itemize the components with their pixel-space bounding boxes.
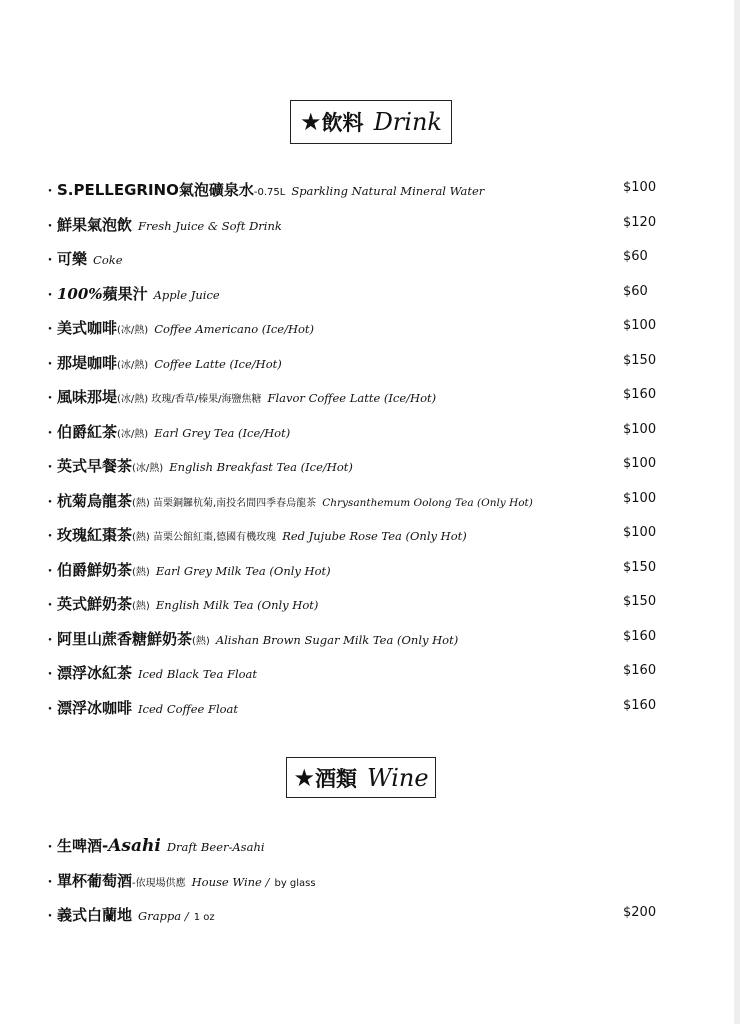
item-price: $200	[623, 905, 657, 920]
item-name-en: Draft Beer-Asahi	[166, 840, 265, 854]
menu-item	[43, 835, 663, 859]
menu-item	[43, 662, 663, 686]
bullet: ・	[43, 529, 57, 545]
item-name-zh: 阿里山蔗香糖鮮奶茶	[57, 630, 193, 648]
star-icon: ★	[300, 108, 322, 136]
item-name-en: House Wine /	[191, 875, 270, 889]
item-serving: by glass	[274, 878, 316, 889]
bullet: ・	[43, 322, 57, 338]
bullet: ・	[43, 357, 57, 373]
item-price: $160	[623, 698, 657, 713]
item-note: (冰/熱)	[132, 463, 164, 474]
item-name-en: English Breakfast Tea (Ice/Hot)	[169, 460, 353, 474]
menu-item	[43, 593, 663, 617]
item-name-zh: 生啤酒-	[57, 837, 109, 855]
item-note: (冰/熱) 玫瑰/香草/榛果/海鹽焦糖	[117, 394, 262, 405]
bullet: ・	[43, 598, 57, 614]
bullet: ・	[43, 875, 57, 891]
menu-item	[43, 352, 663, 376]
item-note: (冰/熱)	[117, 429, 149, 440]
menu-item	[43, 628, 663, 652]
item-name-en: English Milk Tea (Only Hot)	[155, 598, 319, 612]
wine-section-title	[286, 757, 436, 798]
item-name-zh: 單杯葡萄酒	[57, 872, 133, 890]
bullet: ・	[43, 219, 57, 235]
menu-item	[43, 904, 663, 928]
menu-item	[43, 386, 663, 410]
bullet: ・	[43, 253, 57, 269]
item-note: (熱) 苗栗銅鑼杭菊,南投名間四季春烏龍茶	[132, 498, 317, 509]
item-name-zh: 玫瑰紅棗茶	[57, 526, 133, 544]
item-name-prefix: 100%	[57, 285, 103, 303]
item-name-zh: 可樂	[57, 250, 88, 268]
item-price: $160	[623, 629, 657, 644]
item-price: $100	[623, 525, 657, 540]
bullet: ・	[43, 288, 57, 304]
item-note: (冰/熱)	[117, 360, 149, 371]
star-icon: ★	[293, 763, 315, 792]
item-price: $160	[623, 663, 657, 678]
item-price: $100	[623, 180, 657, 195]
bullet: ・	[43, 495, 57, 511]
menu-item	[43, 248, 663, 272]
item-price: $100	[623, 456, 657, 471]
menu-item	[43, 455, 663, 479]
item-brand: Asahi	[108, 836, 161, 856]
item-name-zh: 美式咖啡	[57, 319, 118, 337]
page-edge	[734, 0, 740, 1024]
item-name-en: Sparkling Natural Mineral Water	[291, 184, 485, 198]
menu-item	[43, 870, 663, 894]
item-price: $150	[623, 594, 657, 609]
drink-section-title	[290, 100, 452, 144]
item-name-en: Alishan Brown Sugar Milk Tea (Only Hot)	[215, 633, 459, 647]
menu-item	[43, 421, 663, 445]
menu-item	[43, 179, 663, 203]
bullet: ・	[43, 633, 57, 649]
bullet: ・	[43, 391, 57, 407]
item-name-en: Grappa /	[138, 909, 189, 923]
item-name-en: Earl Grey Tea (Ice/Hot)	[154, 426, 291, 440]
item-name-zh: 漂浮冰紅茶	[57, 664, 133, 682]
item-price: $100	[623, 491, 657, 506]
bullet: ・	[43, 667, 57, 683]
wine-title-en: Wine	[366, 763, 429, 792]
item-price: $120	[623, 215, 657, 230]
item-note: -0.75L	[253, 187, 286, 198]
item-name-en: Coke	[93, 253, 123, 267]
item-name-en: Iced Black Tea Float	[138, 667, 258, 681]
item-name-zh: 英式早餐茶	[57, 457, 133, 475]
item-note: (熱)	[132, 567, 150, 578]
item-serving: 1 oz	[193, 912, 215, 923]
item-name-zh: 杭菊烏龍茶	[57, 492, 133, 510]
item-price: $100	[623, 318, 657, 333]
item-price: $100	[623, 422, 657, 437]
item-note: (熱) 苗栗公館紅棗,德國有機玫瑰	[132, 532, 277, 543]
item-name-zh: 鮮果氣泡飲	[57, 216, 133, 234]
drink-title-en: Drink	[373, 108, 442, 136]
item-name-zh: 漂浮冰咖啡	[57, 699, 133, 717]
drink-title-zh: 飲料	[321, 111, 364, 135]
item-price: $60	[623, 249, 648, 264]
item-name-en: Red Jujube Rose Tea (Only Hot)	[282, 529, 467, 543]
item-price: $160	[623, 387, 657, 402]
menu-item	[43, 524, 663, 548]
item-name-en: Apple Juice	[153, 288, 220, 302]
item-name-zh: 伯爵鮮奶茶	[57, 561, 133, 579]
bullet: ・	[43, 909, 57, 925]
menu-item	[43, 697, 663, 721]
item-name-en: Iced Coffee Float	[138, 702, 239, 716]
item-name-en: Coffee Latte (Ice/Hot)	[154, 357, 282, 371]
item-name-zh: 那堤咖啡	[57, 354, 118, 372]
item-name-en: Chrysanthemum Oolong Tea (Only Hot)	[322, 497, 533, 509]
menu-item	[43, 214, 663, 238]
item-name-zh: 風味那堤	[57, 388, 118, 406]
item-name-en: Earl Grey Milk Tea (Only Hot)	[155, 564, 331, 578]
bullet: ・	[43, 702, 57, 718]
item-note: (熱)	[132, 601, 150, 612]
item-name-zh: 義式白蘭地	[57, 906, 133, 924]
menu-item	[43, 490, 663, 514]
menu-item	[43, 283, 663, 307]
bullet: ・	[43, 564, 57, 580]
item-name-zh: S.PELLEGRINO氣泡礦泉水	[57, 181, 254, 199]
item-name-zh: 伯爵紅茶	[57, 423, 118, 441]
item-name-zh: 蘋果汁	[102, 285, 148, 303]
menu-item	[43, 559, 663, 583]
item-name-zh: 英式鮮奶茶	[57, 595, 133, 613]
item-price: $60	[623, 284, 648, 299]
menu-item	[43, 317, 663, 341]
item-note: -依現場供應	[132, 878, 186, 889]
item-price: $150	[623, 560, 657, 575]
wine-title-zh: 酒類	[314, 766, 357, 791]
item-name-en: Fresh Juice & Soft Drink	[138, 219, 282, 233]
item-note: (熱)	[192, 636, 210, 647]
item-name-en: Flavor Coffee Latte (Ice/Hot)	[267, 391, 437, 405]
bullet: ・	[43, 840, 57, 856]
bullet: ・	[43, 460, 57, 476]
bullet: ・	[43, 426, 57, 442]
item-note: (冰/熱)	[117, 325, 149, 336]
bullet: ・	[43, 184, 57, 200]
item-price: $150	[623, 353, 657, 368]
item-name-en: Coffee Americano (Ice/Hot)	[154, 322, 315, 336]
